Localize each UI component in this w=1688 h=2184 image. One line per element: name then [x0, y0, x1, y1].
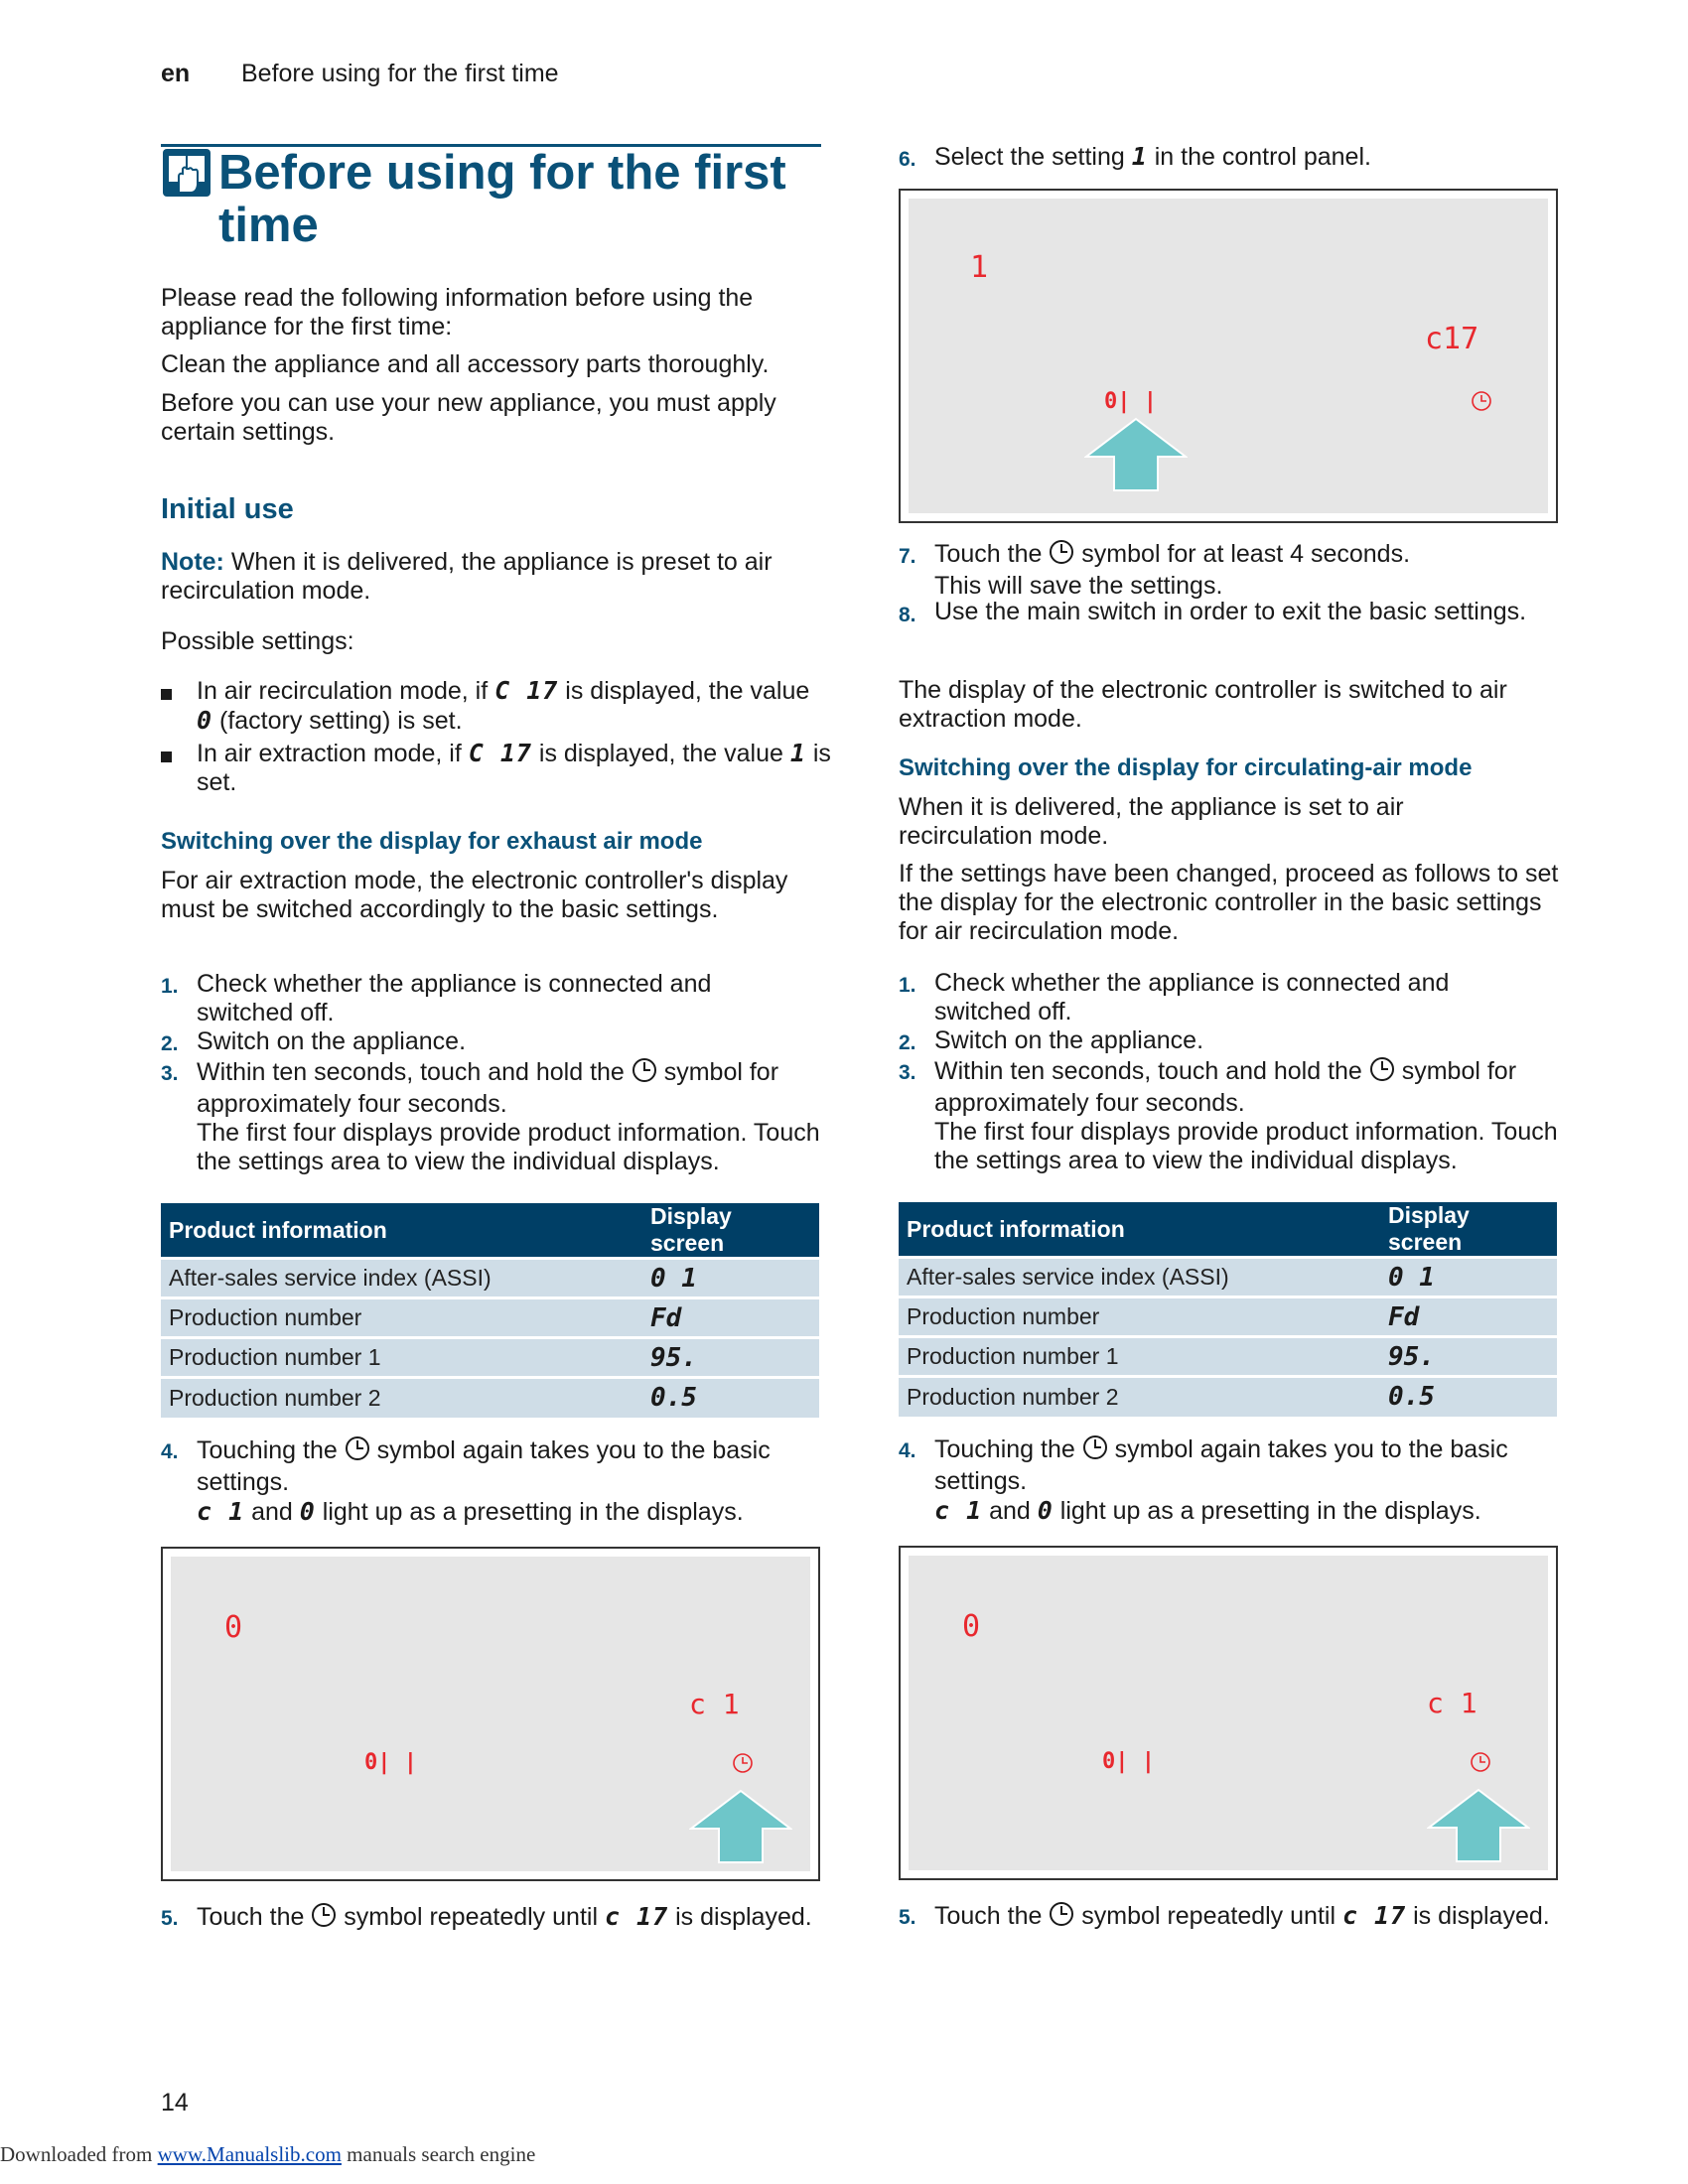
- step-5-text: [197, 1902, 832, 1935]
- circulating-paragraph-2: If the settings have been changed, proceed as follows to set the display for the electronic controller in the basic settings for air recirculation mode.: [899, 860, 1559, 945]
- table-cell: Production number: [161, 1298, 642, 1338]
- table-row: [161, 1338, 819, 1378]
- table-header-display: Display screen: [642, 1203, 819, 1259]
- step-text: This will save the settings.: [934, 572, 1223, 600]
- table-row: [161, 1259, 819, 1298]
- power-switch-symbol: 0| |: [1104, 389, 1157, 414]
- display-code: c 1: [934, 1496, 983, 1525]
- step-text: Within ten seconds, touch and hold the: [934, 1057, 1369, 1086]
- clock-icon: [1049, 1901, 1074, 1934]
- display-code: c 1: [197, 1497, 245, 1526]
- step-text: light up as a presetting in the displays.: [315, 1498, 744, 1526]
- display-code: c 17: [604, 1902, 669, 1932]
- bullet-marker: [161, 751, 172, 762]
- clock-icon: [311, 1902, 337, 1935]
- possible-settings-label: Possible settings:: [161, 627, 354, 655]
- clock-icon: [1049, 539, 1074, 572]
- step-1-text: Check whether the appliance is connected and switched off.: [934, 969, 1450, 1025]
- table-cell: Production number 1: [899, 1337, 1380, 1377]
- clock-icon: [1082, 1434, 1108, 1467]
- table-row: [161, 1378, 819, 1418]
- display-code: C 17: [468, 739, 532, 767]
- step-4-text: [934, 1434, 1570, 1526]
- product-info-table: [899, 1202, 1557, 1417]
- table-cell: Production number 2: [161, 1378, 642, 1418]
- table-cell: 0.5: [1380, 1377, 1557, 1417]
- bullet-marker: [161, 689, 172, 700]
- display-value: 0: [1037, 1496, 1054, 1525]
- table-cell: 95.: [642, 1338, 819, 1378]
- bullet-text: is displayed, the value: [558, 677, 810, 705]
- pointer-arrow-icon: [1427, 1788, 1530, 1868]
- table-header-row: [161, 1203, 819, 1259]
- panel-display-value: 0: [224, 1610, 243, 1645]
- display-value: 0: [299, 1497, 316, 1526]
- step-number: 2.: [899, 1031, 916, 1054]
- control-panel-illustration: [161, 1547, 820, 1881]
- step-text: symbol for at least 4 seconds.: [1074, 540, 1411, 569]
- step-text: light up as a presetting in the displays.: [1053, 1497, 1481, 1525]
- step-7-text: [934, 539, 1570, 601]
- step-text: The first four displays provide product information. Touch the settings area to view the individual displays.: [197, 1119, 820, 1175]
- step-6-text: [934, 142, 1371, 172]
- clock-icon: [632, 1057, 657, 1090]
- step-number: 4.: [899, 1439, 916, 1462]
- language-code: en: [161, 60, 191, 87]
- bullet-text: In air extraction mode, if: [197, 740, 469, 767]
- table-row: [161, 1298, 819, 1338]
- step-text: Within ten seconds, touch and hold the: [197, 1058, 632, 1087]
- table-cell: Production number: [899, 1297, 1380, 1337]
- panel-display-code: c17: [1425, 322, 1479, 356]
- bullet-extraction: [197, 739, 832, 797]
- table-cell: After-sales service index (ASSI): [161, 1259, 642, 1298]
- table-header-display: Display screen: [1380, 1202, 1557, 1258]
- step-text: symbol for approximately four seconds.: [197, 1058, 779, 1118]
- table-row: [899, 1258, 1557, 1297]
- control-panel-illustration: [899, 1546, 1558, 1880]
- table-row: [899, 1337, 1557, 1377]
- circulating-heading: Switching over the display for circulating-air mode: [899, 754, 1473, 781]
- table-row: [899, 1377, 1557, 1417]
- table-cell: 0.5: [642, 1378, 819, 1418]
- exhaust-intro: For air extraction mode, the electronic controller's display must be switched accordingly to the basic settings.: [161, 867, 788, 923]
- step-number: 6.: [899, 148, 916, 171]
- clock-icon: [732, 1752, 754, 1779]
- table-cell: 0 1: [642, 1259, 819, 1298]
- intro-paragraph-3: Before you can use your new appliance, you must apply certain settings.: [161, 389, 776, 446]
- step-text: in the control panel.: [1147, 143, 1371, 171]
- display-value: 0: [197, 706, 213, 735]
- table-row: [899, 1297, 1557, 1337]
- panel-display-code: c 1: [1427, 1687, 1477, 1719]
- note-label: Note:: [161, 548, 224, 576]
- display-code: c 17: [1341, 1901, 1407, 1931]
- table-cell: Production number 1: [161, 1338, 642, 1378]
- page-number: 14: [161, 2089, 189, 2116]
- step-number: 5.: [899, 1906, 916, 1929]
- step-text: Touch the: [197, 1903, 312, 1932]
- exhaust-heading: Switching over the display for exhaust air mode: [161, 828, 703, 855]
- step-text: is displayed.: [1406, 1902, 1550, 1931]
- bullet-text: (factory setting) is set.: [212, 707, 463, 735]
- bullet-text: is set.: [197, 740, 831, 796]
- display-value: 1: [1131, 142, 1148, 171]
- initial-use-heading: Initial use: [161, 493, 294, 525]
- step-text: and: [244, 1498, 300, 1526]
- bullet-recirculation: [197, 676, 832, 736]
- step-4-text: [197, 1435, 832, 1527]
- step-text: Touch the: [934, 1902, 1050, 1931]
- manualslib-link[interactable]: www.Manualslib.com: [157, 2142, 342, 2166]
- step-3-text: [934, 1056, 1570, 1175]
- table-cell: Production number 2: [899, 1377, 1380, 1417]
- bullet-text: In air recirculation mode, if: [197, 677, 495, 705]
- step-number: 7.: [899, 545, 916, 568]
- step-1-text: Check whether the appliance is connected and switched off.: [197, 970, 712, 1026]
- circulating-paragraph-1: When it is delivered, the appliance is set to air recirculation mode.: [899, 793, 1404, 850]
- step-text: Touch the: [934, 540, 1050, 569]
- step-2-text: Switch on the appliance.: [197, 1027, 467, 1055]
- step-text: is displayed.: [668, 1903, 812, 1932]
- step-2-text: Switch on the appliance.: [934, 1026, 1204, 1054]
- table-header-product: Product information: [899, 1202, 1380, 1258]
- footer-prefix: Downloaded from: [0, 2142, 158, 2166]
- step-text: The first four displays provide product information. Touch the settings area to view the individual displays.: [934, 1118, 1558, 1174]
- display-value: 1: [789, 739, 806, 767]
- step-text: Touching the: [934, 1435, 1082, 1464]
- panel-display-value: 1: [970, 250, 989, 285]
- step-text: symbol for approximately four seconds.: [934, 1057, 1517, 1117]
- step-number: 4.: [161, 1440, 179, 1463]
- pointer-arrow-icon: [1084, 417, 1188, 497]
- note-paragraph: [161, 548, 826, 606]
- table-header-row: [899, 1202, 1557, 1258]
- step-number: 5.: [161, 1907, 179, 1930]
- page-title: Before using for the first time: [218, 146, 786, 252]
- footer-suffix: manuals search engine: [341, 2142, 536, 2166]
- step-text: symbol repeatedly until: [337, 1903, 605, 1932]
- hand-book-icon: [161, 147, 212, 199]
- download-footer: [0, 2142, 535, 2167]
- step-text: Touching the: [197, 1436, 345, 1465]
- step-5-text: [934, 1901, 1570, 1934]
- product-info-table: [161, 1203, 819, 1418]
- step-number: 8.: [899, 604, 916, 626]
- clock-icon: [345, 1435, 370, 1468]
- step-text: symbol again takes you to the basic settings.: [197, 1436, 771, 1496]
- table-cell: Fd: [642, 1298, 819, 1338]
- step-3-text: [197, 1057, 832, 1176]
- note-text: When it is delivered, the appliance is preset to air recirculation mode.: [161, 548, 773, 605]
- step-text: symbol again takes you to the basic settings.: [934, 1435, 1508, 1495]
- table-cell: Fd: [1380, 1297, 1557, 1337]
- step-text: symbol repeatedly until: [1074, 1902, 1342, 1931]
- power-switch-symbol: 0| |: [1102, 1749, 1155, 1774]
- table-header-product: Product information: [161, 1203, 642, 1259]
- pointer-arrow-icon: [689, 1789, 792, 1869]
- control-panel-illustration: [899, 189, 1558, 523]
- clock-icon: [1369, 1056, 1395, 1089]
- clock-icon: [1471, 390, 1492, 417]
- step-text: and: [982, 1497, 1038, 1525]
- step-number: 1.: [899, 974, 916, 997]
- step-number: 3.: [899, 1061, 916, 1084]
- intro-paragraph-2: Clean the appliance and all accessory parts thoroughly.: [161, 350, 770, 378]
- step-number: 2.: [161, 1032, 179, 1055]
- step-8-text: Use the main switch in order to exit the basic settings.: [934, 598, 1527, 625]
- bullet-text: is displayed, the value: [531, 740, 790, 767]
- running-header: Before using for the first time: [241, 60, 559, 87]
- panel-display-code: c 1: [689, 1688, 740, 1720]
- step-number: 3.: [161, 1062, 179, 1085]
- clock-icon: [1470, 1751, 1491, 1778]
- display-code: C 17: [494, 676, 559, 705]
- step-text: Select the setting: [934, 143, 1132, 171]
- table-cell: 0 1: [1380, 1258, 1557, 1297]
- result-paragraph: The display of the electronic controller is switched to air extraction mode.: [899, 676, 1507, 733]
- table-cell: After-sales service index (ASSI): [899, 1258, 1380, 1297]
- power-switch-symbol: 0| |: [364, 1750, 417, 1775]
- panel-display-value: 0: [962, 1609, 981, 1644]
- intro-paragraph-1: Please read the following information before using the appliance for the first time:: [161, 284, 754, 341]
- step-number: 1.: [161, 975, 179, 998]
- table-cell: 95.: [1380, 1337, 1557, 1377]
